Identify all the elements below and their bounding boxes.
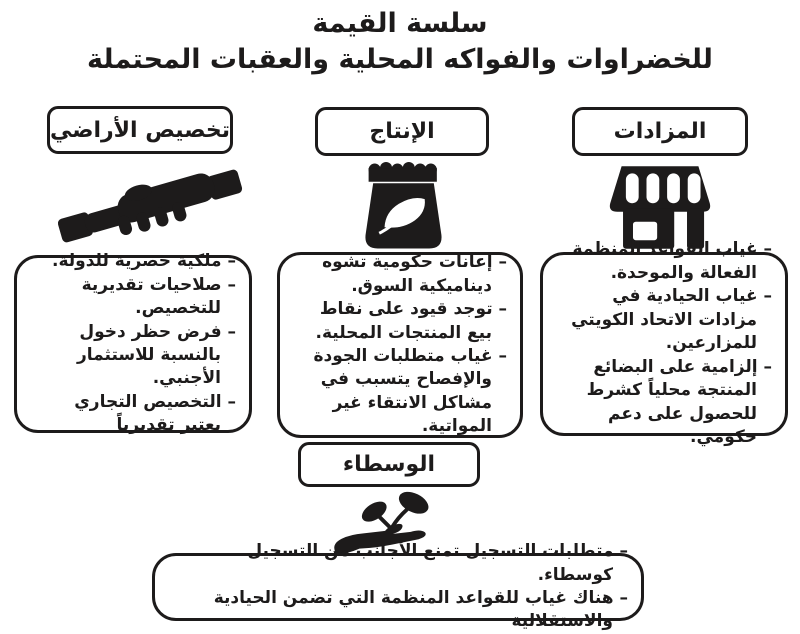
panel-production <box>277 252 523 438</box>
header-intermediaries-label: الوسطاء <box>342 452 436 477</box>
page-title-line1: سلسة القيمة <box>312 8 488 39</box>
bullet-item: – غياب الحيادية في مزادات الاتحاد الكويتي للمزارعين. <box>571 286 772 354</box>
produce-bag-icon <box>357 159 453 253</box>
bullet-item: – إعانات حكومية تشوه ديناميكية السوق. <box>322 252 507 296</box>
header-production <box>315 107 489 156</box>
bullet-item: – غياب متطلبات الجودة والإفصاح يتسبب في مشاكل الانتقاء غير المواتية. <box>313 346 507 437</box>
bullet-item: – صلاحيات تقديرية للتخصيص. <box>81 274 236 319</box>
bullet-item: – غياب القواعد المنظمة الفعالة والموحدة. <box>572 239 772 283</box>
panel-production-bullet-list <box>293 251 507 439</box>
panel-intermediaries-bullet-list <box>168 540 628 634</box>
header-auctions-label: المزادات <box>613 119 707 144</box>
bullet-item: – هناك غياب للقواعد المنظمة التي تضمن الحيادية والاستقلالية <box>213 588 628 632</box>
header-land-allocation-label: تخصيص الأراضي <box>49 117 231 143</box>
page-title <box>0 6 800 79</box>
bullet-item: – التخصيص التجاري يعتبر تقديرياً <box>74 391 236 436</box>
panel-intermediaries <box>152 541 644 632</box>
handshake-icon <box>55 163 245 249</box>
bullet-item: – فرض حظر دخول بالنسبة للاستثمار الأجنبي. <box>76 321 236 389</box>
page-title-line2: للخضراوات والفواكه المحلية والعقبات المحتملة <box>87 44 713 76</box>
panel-land-allocation <box>14 251 252 436</box>
panel-auctions <box>540 239 788 448</box>
bullet-item: – متطلبات التسجيل تمنع الأجانب من التسجيل كوسطاء. <box>247 541 628 585</box>
header-land-allocation <box>47 106 233 154</box>
header-auctions <box>572 107 748 156</box>
header-production-label: الإنتاج <box>369 119 435 144</box>
panel-land-bullet-list <box>30 250 236 438</box>
bullet-item: – ملكية حصرية للدولة. <box>52 251 236 272</box>
panel-auctions-bullet-list <box>556 238 772 449</box>
header-intermediaries <box>298 442 480 487</box>
bullet-item: – إلزامية على البضائع المنتجة محلياً كشرط للحصول على دعم حكومي. <box>586 356 772 448</box>
bullet-item: – توجد قيود على نقاط بيع المنتجات المحلية. <box>315 299 507 343</box>
